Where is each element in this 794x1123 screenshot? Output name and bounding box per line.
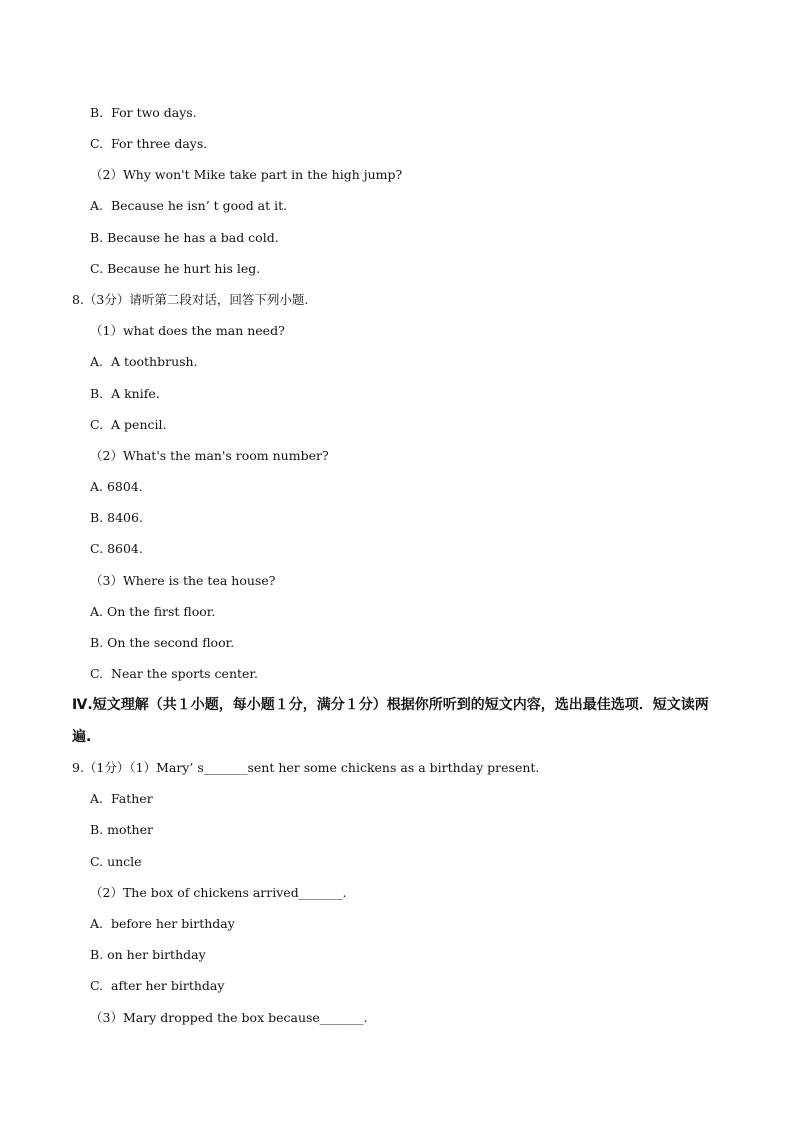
q9-sub1-option-b: B. mother: [90, 822, 153, 837]
q7-sub2-option-c: C. Because he hurt his leg.: [90, 261, 261, 276]
q7-option-b: B. For two days.: [90, 105, 197, 120]
q7-sub2-option-b: B. Because he has a bad cold.: [90, 230, 279, 245]
q7-sub2-question: （2）Why won't Mike take part in the high jump?: [90, 167, 403, 182]
q8-sub1-option-c: C. A pencil.: [90, 417, 167, 432]
q9-header: 9.（1分）（1）Mary’ s_______sent her some chickens as a birthday present.: [72, 760, 540, 775]
q9-sub2-option-c: C. after her birthday: [90, 978, 225, 993]
q8-sub3-option-a: A. On the first floor.: [90, 604, 216, 619]
q8-header: 8.（3分）请听第二段对话，回答下列小题.: [72, 292, 309, 307]
q7-sub2-option-a: A. Because he isn’ t good at it.: [90, 198, 288, 213]
section-4-heading-continued: 遍.: [72, 729, 92, 745]
q8-sub2-question: （2）What's the man's room number?: [90, 448, 329, 463]
q8-sub3-question: （3）Where is the tea house?: [90, 573, 276, 588]
q8-sub1-question: （1）what does the man need?: [90, 323, 285, 338]
q9-sub2-option-b: B. on her birthday: [90, 947, 206, 962]
q9-sub1-option-a: A. Father: [90, 791, 153, 806]
q8-sub3-option-b: B. On the second floor.: [90, 635, 235, 650]
q7-option-c: C. For three days.: [90, 136, 208, 151]
q8-sub1-option-a: A. A toothbrush.: [90, 354, 198, 369]
q8-sub2-option-c: C. 8604.: [90, 541, 143, 556]
q9-sub1-option-c: C. uncle: [90, 854, 142, 869]
q9-sub2-question: （2）The box of chickens arrived_______.: [90, 885, 347, 900]
q9-sub3-question: （3）Mary dropped the box because_______.: [90, 1010, 368, 1025]
q8-sub3-option-c: C. Near the sports center.: [90, 666, 258, 681]
q8-sub1-option-b: B. A knife.: [90, 386, 160, 401]
section-4-heading: Ⅳ.短文理解（共１小题，每小题１分，满分１分）根据你所听到的短文内容，选出最佳选项．短文读两: [72, 697, 709, 713]
q8-sub2-option-a: A. 6804.: [90, 479, 143, 494]
q8-sub2-option-b: B. 8406.: [90, 510, 143, 525]
q9-sub2-option-a: A. before her birthday: [90, 916, 235, 931]
